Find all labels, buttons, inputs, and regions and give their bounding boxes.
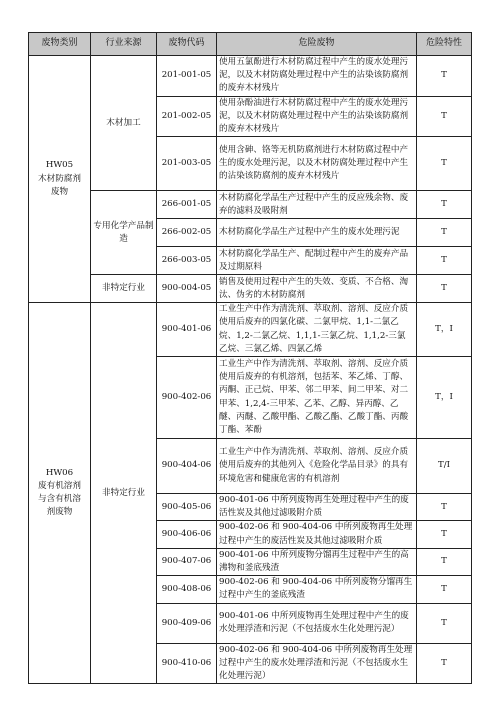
waste-code-cell: 900-004-05 <box>157 275 217 303</box>
waste-code-cell: 900-410-06 <box>157 643 217 684</box>
hazard-property-cell: T <box>417 548 472 575</box>
header-source: 行业来源 <box>91 33 157 56</box>
waste-description-cell: 工业生产中作为清洗剂、萃取剂、溶剂、反应介质使用后废弃的其他列入《危险化学品目录》的具有环境危害和健康危害的有机溶剂 <box>217 439 417 494</box>
waste-description-cell: 木材防腐化学品生产过程中产生的废水处理污泥 <box>217 219 417 247</box>
waste-code-cell: 900-406-06 <box>157 521 217 548</box>
waste-category-cell: HW05 木材防腐剂 废物 <box>29 56 91 303</box>
hazard-property-cell: T <box>417 494 472 521</box>
table-body <box>29 56 472 684</box>
industry-source-cell: 专用化学产品制造 <box>91 191 157 275</box>
waste-code-cell: 900-405-06 <box>157 494 217 521</box>
hazard-property-cell: T <box>417 643 472 684</box>
hazard-property-cell: T/I <box>417 439 472 494</box>
hazard-property-cell: T <box>417 521 472 548</box>
waste-description-cell: 900-402-06 和 900-404-06 中所列废物分馏再生过程中产生的釜底残渣 <box>217 576 417 603</box>
hazard-property-cell: T <box>417 56 472 97</box>
waste-description-cell: 使用杂酚油进行木材防腐过程中产生的废水处理污泥，以及木材防腐处理过程中产生的沾染该防腐剂的废弃木材残片 <box>217 96 417 137</box>
waste-code-cell: 201-001-05 <box>157 56 217 97</box>
waste-category-cell: HW06 废有机溶剂 与含有机溶 剂废物 <box>29 303 91 684</box>
waste-code-cell: 266-002-05 <box>157 219 217 247</box>
header-property: 危险特性 <box>417 33 472 56</box>
hazard-property-cell: T <box>417 576 472 603</box>
hazard-property-cell: T <box>417 191 472 219</box>
waste-code-cell: 266-003-05 <box>157 247 217 275</box>
hazard-property-cell: T <box>417 96 472 137</box>
hazard-property-cell: T <box>417 137 472 191</box>
waste-description-cell: 销售及使用过程中产生的失效、变质、不合格、淘汰、伪劣的木材防腐剂 <box>217 275 417 303</box>
header-code: 废物代码 <box>157 33 217 56</box>
table-row <box>29 191 472 219</box>
waste-description-cell: 使用五氯酚进行木材防腐过程中产生的废水处理污泥，以及木材防腐处理过程中产生的沾染该防腐剂的废弃木材残片 <box>217 56 417 97</box>
waste-description-cell: 900-401-06 中所列废物再生处理过程中产生的废水处理浮渣和污泥（不包括废水生化处理污泥） <box>217 603 417 643</box>
waste-description-cell: 工业生产中作为清洗剂、萃取剂、溶剂、反应介质使用后废弃的有机溶剂，包括苯、苯乙烯、丁醇、丙酮、正己烷、甲苯、邻二甲苯、间二甲苯、对二甲苯、1,2,4-三甲苯、乙苯、乙醇、异丙醇、乙醚、丙醚、乙酸甲酯、乙酸乙酯、乙酸丁酯、丙酸丁酯、苯酚 <box>217 357 417 439</box>
table-row <box>29 303 472 357</box>
hazard-property-cell: T <box>417 603 472 643</box>
waste-description-cell: 木材防腐化学品生产过程中产生的反应残余物、废弃的滤料及吸附剂 <box>217 191 417 219</box>
waste-code-cell: 201-003-05 <box>157 137 217 191</box>
industry-source-cell: 非特定行业 <box>91 275 157 303</box>
waste-code-cell: 201-002-05 <box>157 96 217 137</box>
table-row <box>29 275 472 303</box>
waste-description-cell: 900-401-06 中所列废物再生处理过程中产生的废活性炭及其他过滤吸附介质 <box>217 494 417 521</box>
waste-description-cell: 900-402-06 和 900-404-06 中所列废物再生处理过程中产生的废活性炭及其他过滤吸附介质 <box>217 521 417 548</box>
waste-code-cell: 900-408-06 <box>157 576 217 603</box>
header-row <box>29 33 472 56</box>
hazard-property-cell: T，I <box>417 303 472 357</box>
industry-source-cell: 非特定行业 <box>91 303 157 684</box>
header-category: 废物类别 <box>29 33 91 56</box>
hazard-property-cell: T <box>417 247 472 275</box>
waste-code-cell: 266-001-05 <box>157 191 217 219</box>
waste-description-cell: 使用含砷、铬等无机防腐剂进行木材防腐过程中产生的废水处理污泥，以及木材防腐处理过程中产生的沾染该防腐剂的废弃木材残片 <box>217 137 417 191</box>
waste-description-cell: 900-401-06 中所列废物分馏再生过程中产生的高沸物和釜底残渣 <box>217 548 417 575</box>
waste-code-cell: 900-404-06 <box>157 439 217 494</box>
hazard-property-cell: T <box>417 275 472 303</box>
waste-code-cell: 900-407-06 <box>157 548 217 575</box>
waste-description-cell: 木材防腐化学品生产、配制过程中产生的废弃产品及过期原料 <box>217 247 417 275</box>
waste-code-cell: 900-401-06 <box>157 303 217 357</box>
waste-code-cell: 900-409-06 <box>157 603 217 643</box>
header-waste: 危险废物 <box>217 33 417 56</box>
table-row <box>29 56 472 97</box>
hazard-property-cell: T <box>417 219 472 247</box>
hazardous-waste-table <box>28 32 472 684</box>
waste-code-cell: 900-402-06 <box>157 357 217 439</box>
hazard-property-cell: T，I <box>417 357 472 439</box>
waste-description-cell: 工业生产中作为清洗剂、萃取剂、溶剂、反应介质使用后废弃的四氯化碳、二氯甲烷、1,1-二氯乙烷、1,2-二氯乙烷、1,1,1-三氯乙烷、1,1,2-三氯乙烷、三氯乙烯、四氯乙烯 <box>217 303 417 357</box>
industry-source-cell: 木材加工 <box>91 56 157 191</box>
waste-description-cell: 900-402-06 和 900-404-06 中所列废物再生处理过程中产生的废水处理浮渣和污泥（不包括废水生化处理污泥） <box>217 643 417 684</box>
